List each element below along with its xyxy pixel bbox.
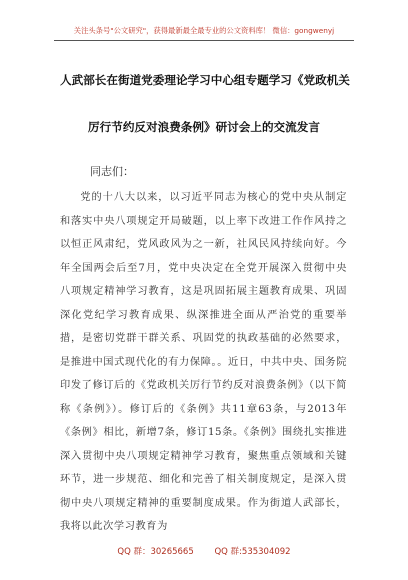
header-notice: 关注头条号"公文研究"，获得最新最全最专业的公文资料库！ 微信：gongwenyj: [73, 26, 335, 35]
page-header: [54, 18, 354, 41]
document-title-line-1: 人武部长在街道党委理论学习中心组专题学习《党政机关: [60, 73, 350, 87]
footer-qq-group-right: QQ 群:535304092: [214, 547, 291, 557]
page-footer: [0, 545, 408, 557]
footer-qq-group-left: QQ 群：30265665: [117, 547, 194, 557]
document-title-line-2: 厉行节约反对浪费条例》研讨会上的交流发言: [88, 120, 320, 134]
body-paragraph: 党的十八大以来，以习近平同志为核心的党中央从制定和落实中央八项规定开局破题，以上率下改进工作作风持之以恒正风肃纪，党风政风为之一新，社风民风持续向好。今年全国两会后至7月，党中央决定在全党开展深入贯彻中央八项规定精神学习教育，这是巩固拓展主题教育成果、巩固深化党纪学习教育成果、纵深推进全面从严治党的重要举措，是密切党群干群关系、巩固党的执政基础的必然要求，是推进中国式现代化的有力保障。。近日，中共中央、国务院印发了修订后的《党政机关厉行节约反对浪费条例》（以下简称《条例》）。修订后的《条例》共11章63条，与2013年《条例》相比，新增7条，修订15条。《条例》围绕扎实推进深入贯彻中央八项规定精神学习教育，聚焦重点领域和关键环节，进一步规范、细化和完善了相关制度规定，是深入贯彻中央八项规定精神的重要制度成果。作为街道人武部长，我将以此次学习教育为: [60, 192, 347, 532]
salutation: 同志们：: [90, 165, 134, 178]
